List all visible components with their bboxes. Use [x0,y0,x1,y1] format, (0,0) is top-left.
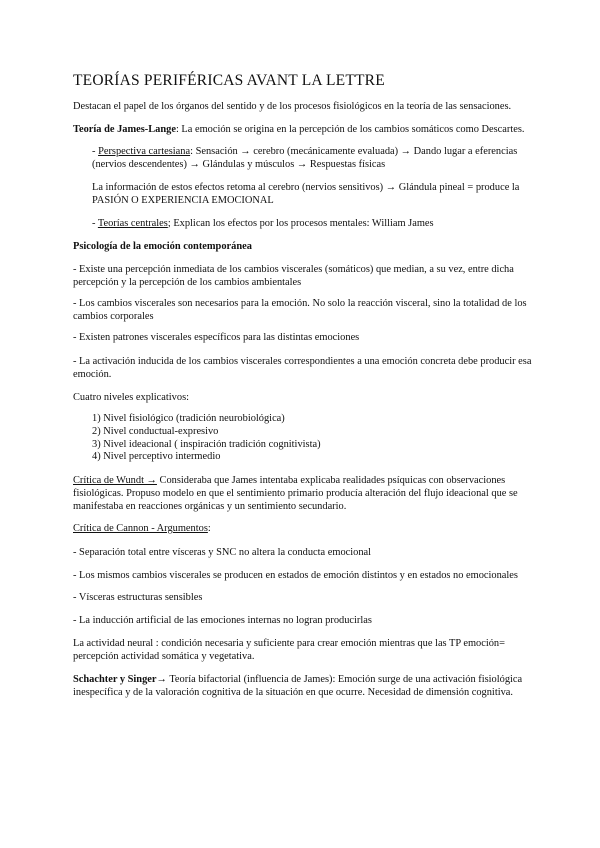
page-title: TEORÍAS PERIFÉRICAS AVANT LA LETTRE [73,72,385,89]
actividad-paragraph: La actividad neural : condición necesaria y suficiente para crear emoción mientras que las TP emoción= percepción actividad somática y vegetativa. [73,638,505,663]
nivel-item: 3) Nivel ideacional ( inspiración tradición cognitivista) [92,438,321,450]
niveles-intro: Cuatro niveles explicativos: [73,392,190,403]
cartesiana-prefix: - [92,146,99,157]
james-lange-text: : La emoción se origina en la percepción de los cambios somáticos como Descartes. [175,124,525,135]
centrales-text: ; Explican los efectos por los procesos mentales: William James [167,218,434,229]
point-item: - Existe una percepción inmediata de los cambios viscerales (somáticos) que median, a su vez, entre dicha percepción y la percepción de los cambios ambientales [73,264,514,289]
james-lange-label: Teoría de James-Lange [73,124,176,135]
point-item: - Los cambios viscerales son necesarios para la emoción. No solo la reacción visceral, sino la totalidad de los cambios corporales [73,298,527,323]
james-lange-paragraph [73,123,551,136]
cannon-point: - Los mismos cambios viscerales se producen en estados de emoción distintos y en estados no emocionales [73,570,518,581]
centrales-label: Teorías centrales [97,218,168,229]
schachter-label: Schachter y Singer→ [73,674,167,685]
schachter-text: Teoría bifactorial (influencia de James): Emoción surge de una activación fisiológica inespecífica y de la valoración cognitiva de la situación en que ocurre. Necesidad de dimensión cognitiva. [73,674,523,699]
niveles-list [92,413,321,464]
cannon-suffix: : [207,523,211,534]
cartesiana-label: Perspectiva cartesiana [98,146,191,157]
wundt-text: Consideraba que James intentaba explicaba realidades psíquicas con observaciones fisiológicas. Propuso modelo en que el sentimiento primario producía alteración del flujo ideacional que se manifestaba en reacciones orgánicas y un sentimiento secundario. [73,475,518,513]
nivel-item: 4) Nivel perceptivo intermedio [92,451,221,463]
point-item: - Existen patrones viscerales específicos para las distintas emociones [73,332,360,343]
cannon-heading [73,522,551,535]
psicologia-heading: Psicología de la emoción contemporánea [73,241,252,252]
wundt-paragraph [73,474,551,514]
cannon-label: Crítica de Cannon - Argumentos [73,523,208,534]
cartesiana-paragraph [92,145,552,171]
nivel-item: 1) Nivel fisiológico (tradición neurobiológica) [92,413,285,424]
cartesiana-text: : Sensación → cerebro (mecánicamente evaluada) → Dando lugar a eferencias (nervios descendentes) → Glándulas y músculos → Respuestas físicas [92,146,518,171]
nivel-item: 2) Nivel conductual-expresivo [92,425,219,437]
wundt-label: Crítica de Wundt → [73,475,157,486]
schachter-paragraph [73,673,551,699]
centrales-paragraph [92,217,552,230]
centrales-prefix: - [92,218,98,229]
intro-paragraph: Destacan el papel de los órganos del sentido y de los procesos fisiológicos en la teoría de las sensaciones. [73,101,512,112]
cannon-point: - La inducción artificial de las emociones internas no logran producirlas [73,615,372,626]
cannon-point: - Vísceras estructuras sensibles [73,592,203,603]
informacion-paragraph: La información de estos efectos retoma al cerebro (nervios sensitivos) → Glándula pineal = produce la PASIÓN O EXPERIENCIA EMOCIONAL [92,182,520,207]
cannon-point: - Separación total entre vísceras y SNC no altera la conducta emocional [73,547,372,558]
point-item: - La activación inducida de los cambios viscerales correspondientes a una emoción concreta debe producir esa emoción. [73,356,532,381]
